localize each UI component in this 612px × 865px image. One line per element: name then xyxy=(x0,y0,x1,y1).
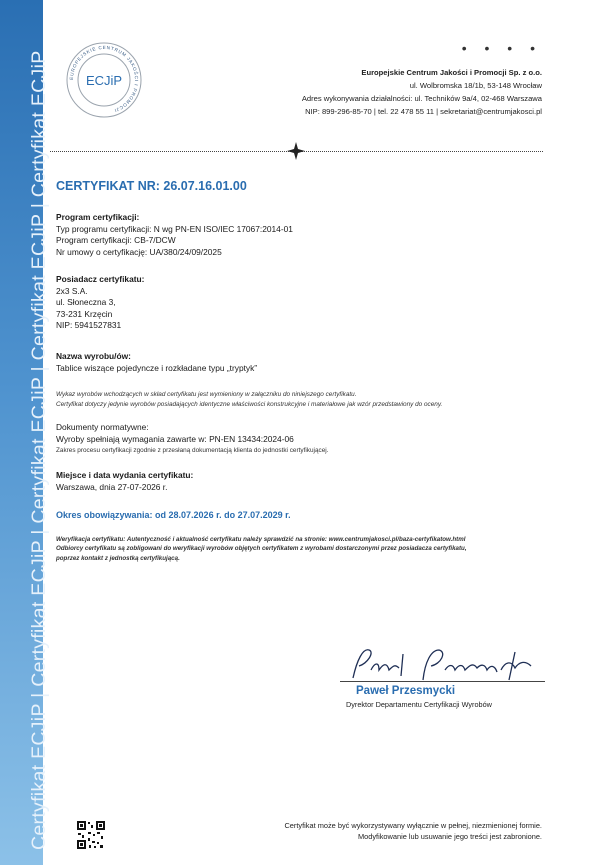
verification-notes xyxy=(56,535,546,563)
header-dots: • • • • xyxy=(461,40,542,56)
product-name: Tablice wiszące pojedyncze i rozkładane typu „tryptyk” xyxy=(56,362,258,373)
issue-heading: Miejsce i data wydania certyfikatu: xyxy=(56,470,194,480)
verification-line: poprzez kontakt z jednostką certyfikującą. xyxy=(56,554,180,562)
divider-star-icon xyxy=(287,142,305,160)
validity-period: Okres obowiązywania: od 28.07.2026 r. do 27.07.2029 r. xyxy=(56,510,291,520)
product-section xyxy=(56,351,257,374)
sidebar-band xyxy=(0,0,50,865)
company-address: ul. Wolbromska 18/1b, 53-148 Wrocław xyxy=(409,81,542,90)
company-contact: NIP: 899-296-85-70 | tel. 22 478 55 11 | sekretariat@centrumjakosci.pl xyxy=(305,107,542,116)
note-line: Wykaz wyrobów wchodzących w skład certyfikatu jest wymieniony w załączniku do niniejszego certyfikatu. xyxy=(56,391,357,398)
program-line: Program certyfikacji: CB-7/DCW xyxy=(56,235,176,245)
footer-notice xyxy=(284,820,542,842)
qr-code xyxy=(76,820,106,850)
logo-ring-text: EUROPEJSKIE CENTRUM JAKOŚCI I PROMOCJI xyxy=(68,44,140,114)
footer-line: Certyfikat może być wykorzystywany wyłącznie w pełnej, niezmienionej formie. xyxy=(284,821,542,830)
product-notes xyxy=(56,390,442,409)
signer-title: Dyrektor Departamentu Certyfikacji Wyrobów xyxy=(346,700,492,709)
note-line: Certyfikat dotyczy jedynie wyrobów posiadających identyczne właściwości konstrukcyjne i materiałowe jak wzór przedstawiony do oceny. xyxy=(56,400,443,408)
holder-line: 73-231 Krzęcin xyxy=(56,308,113,319)
company-operations-address: Adres wykonywania działalności: ul. Techników 9a/4, 02-468 Warszawa xyxy=(301,94,542,103)
holder-line: ul. Słoneczna 3, xyxy=(56,297,116,307)
normative-text: Wyroby spełniają wymagania zawarte w: PN-EN 13434:2024-06 xyxy=(56,433,294,444)
signer-name: Paweł Przesmycki xyxy=(356,685,456,697)
issue-text: Warszawa, dnia 27-07-2026 r. xyxy=(56,481,168,492)
certificate-title: CERTYFIKAT NR: 26.07.16.01.00 xyxy=(56,179,247,193)
verification-line: Weryfikacja certyfikatu: Autentyczność i aktualność certyfikatu należy sprawdzić na stronie: www.centrumjakosci.pl/baza-certyfikatow.html xyxy=(56,536,466,543)
handwritten-signature xyxy=(345,640,545,690)
holder-heading: Posiadacz certyfikatu: xyxy=(56,274,145,284)
program-line: Typ programu certyfikacji: N wg PN-EN ISO/IEC 17067:2014-01 xyxy=(56,223,293,234)
issue-section xyxy=(56,470,193,493)
program-section xyxy=(56,212,293,258)
verification-line: Odbiorcy certyfikatu są zobligowani do weryfikacji wyrobów objętych certyfikatem z wyrobami dostarczonymi przez posiadacza certyfikatu, xyxy=(56,545,467,553)
logo-brand: ECJiP xyxy=(85,73,123,88)
company-header xyxy=(302,66,542,118)
program-heading: Program certyfikacji: xyxy=(56,212,140,222)
holder-line: NIP: 5941527831 xyxy=(56,320,122,330)
signature-line xyxy=(340,681,545,682)
footer-line: Modyfikowanie lub usuwanie jego treści jest zabronione. xyxy=(357,832,542,841)
normative-heading: Dokumenty normatywne: xyxy=(56,422,149,432)
product-heading: Nazwa wyrobu/ów: xyxy=(56,351,131,361)
normative-section xyxy=(56,422,294,445)
program-line: Nr umowy o certyfikację: UA/380/24/09/2025 xyxy=(56,246,222,257)
holder-line: 2x3 S.A. xyxy=(56,285,88,296)
holder-section xyxy=(56,274,144,332)
sidebar-text: Certyfikat ECJiP | Certyfikat ECJiP | Certyfikat ECJiP | Certyfikat ECJiP | Certyfikat ECJiP xyxy=(28,50,50,850)
normative-note: Zakres procesu certyfikacji zgodnie z przesłaną dokumentacją klienta do jednostki certyfikującej. xyxy=(56,447,329,454)
ecjip-logo xyxy=(64,40,144,120)
company-name: Europejskie Centrum Jakości i Promocji Sp. z o.o. xyxy=(361,68,542,77)
